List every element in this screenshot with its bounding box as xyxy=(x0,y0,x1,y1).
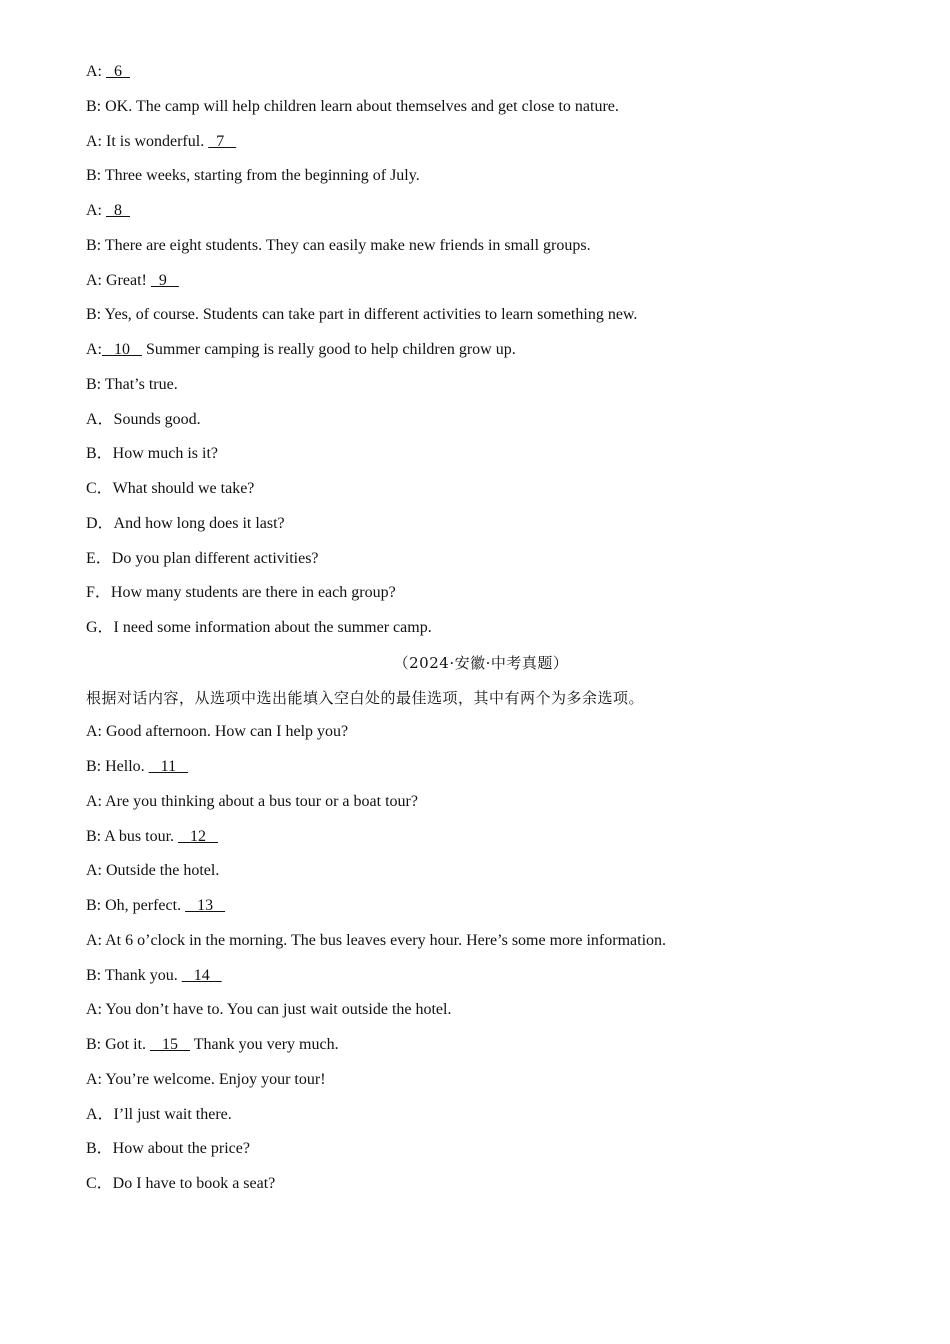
dialogue-line: A: At 6 o’clock in the morning. The bus leaves every hour. Here’s some more information. xyxy=(86,931,667,949)
dialogue-line: A: You don’t have to. You can just wait outside the hotel. xyxy=(86,1001,452,1019)
dialogue-line-with-blank xyxy=(86,959,876,994)
dialogue-line: B: Yes, of course. Students can take part in different activities to learn something new. xyxy=(86,306,638,324)
answer-blank[interactable]: 15 xyxy=(150,1036,191,1053)
dialogue-text: A: xyxy=(86,63,106,80)
answer-blank[interactable]: 12 xyxy=(178,827,219,845)
dialogue-text: B: Hello. xyxy=(86,758,149,775)
dialogue-line-with-blank xyxy=(86,55,876,90)
dialogue-text: Thank you very much. xyxy=(190,1036,339,1053)
answer-option: C．Do I have to book a seat? xyxy=(86,1175,276,1192)
dialogue-line-with-blank xyxy=(86,125,876,160)
document-body xyxy=(86,55,876,1202)
dialogue-line-with-blank xyxy=(86,194,876,229)
answer-blank[interactable]: 11 xyxy=(148,758,189,775)
dialogue-text: B: Oh, perfect. xyxy=(86,897,186,914)
answer-option: B．How much is it? xyxy=(86,445,218,463)
answer-option: D．And how long does it last? xyxy=(86,514,285,532)
dialogue-line-with-blank xyxy=(86,333,876,368)
answer-blank[interactable]: 6 xyxy=(106,63,130,80)
answer-blank[interactable]: 9 xyxy=(150,271,179,289)
dialogue-line: A: You’re welcome. Enjoy your tour! xyxy=(86,1070,326,1088)
dialogue-text: Summer camping is really good to help children grow up. xyxy=(142,341,516,358)
dialogue-line: B: That’s true. xyxy=(86,375,178,393)
dialogue-text: B: Got it. xyxy=(86,1036,151,1053)
answer-blank[interactable]: 10 xyxy=(102,341,142,358)
answer-blank[interactable]: 13 xyxy=(185,897,226,914)
dialogue-line-with-blank xyxy=(86,820,876,855)
dialogue-line-with-blank xyxy=(86,750,876,785)
dialogue-text: A: It is wonderful. xyxy=(86,132,209,150)
dialogue-line-with-blank xyxy=(86,264,876,299)
answer-option: A．I’ll just wait there. xyxy=(86,1105,232,1123)
dialogue-text: B: A bus tour. xyxy=(86,827,179,845)
answer-blank[interactable]: 7 xyxy=(208,132,237,150)
answer-option: F．How many students are there in each group? xyxy=(86,584,396,602)
dialogue-line: A: Are you thinking about a bus tour or a boat tour? xyxy=(86,792,418,810)
answer-option: G．I need some information about the summer camp. xyxy=(86,619,432,636)
dialogue-line: A: Outside the hotel. xyxy=(86,862,220,880)
dialogue-text: A: xyxy=(86,202,106,219)
dialogue-line: B: OK. The camp will help children learn about themselves and get close to nature. xyxy=(86,97,619,115)
dialogue-line: B: There are eight students. They can easily make new friends in small groups. xyxy=(86,236,591,254)
answer-option: A．Sounds good. xyxy=(86,410,201,428)
dialogue-text: B: Thank you. xyxy=(86,966,182,984)
question-source: （2024·安徽·中考真题） xyxy=(393,653,569,672)
dialogue-text: A: xyxy=(86,341,102,358)
answer-option: E．Do you plan different activities? xyxy=(86,549,319,567)
dialogue-text: A: Great! xyxy=(86,271,151,289)
answer-option: B．How about the price? xyxy=(86,1140,250,1158)
question-instruction: 根据对话内容，从选项中选出能填入空白处的最佳选项，其中有两个为多余选项。 xyxy=(86,688,645,707)
dialogue-line: A: Good afternoon. How can I help you? xyxy=(86,723,349,741)
dialogue-line-with-blank xyxy=(86,889,876,924)
dialogue-line-with-blank xyxy=(86,1028,876,1063)
answer-blank[interactable]: 8 xyxy=(106,202,130,219)
answer-option: C．What should we take? xyxy=(86,480,255,497)
dialogue-line: B: Three weeks, starting from the beginning of July. xyxy=(86,167,420,185)
answer-blank[interactable]: 14 xyxy=(181,966,222,984)
